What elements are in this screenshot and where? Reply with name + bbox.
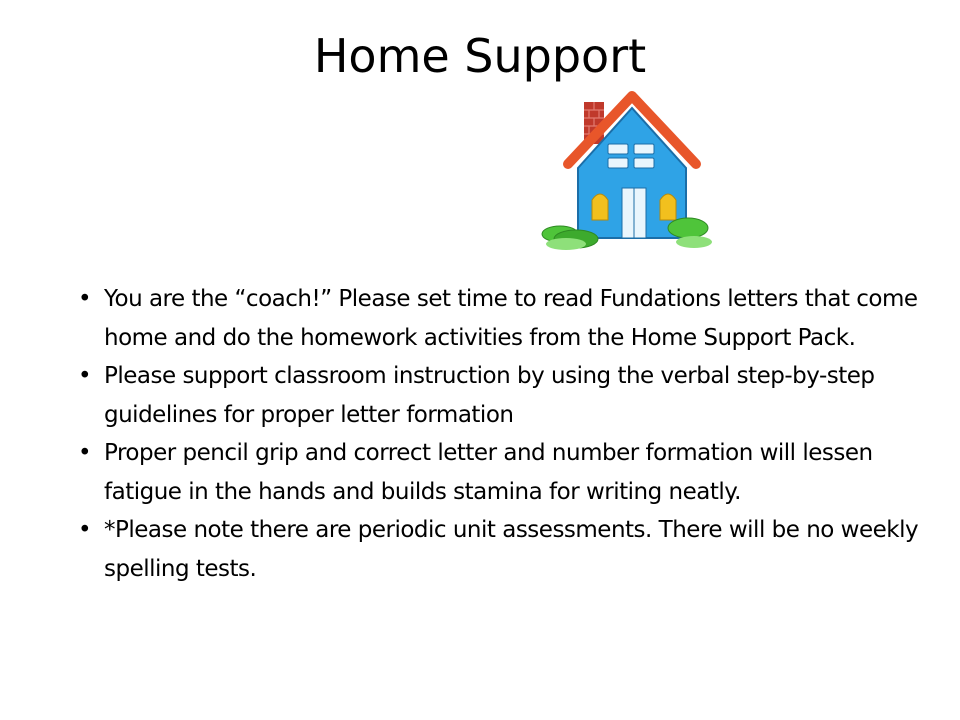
bullet-glyph: •	[78, 440, 92, 466]
bullet-item	[76, 280, 922, 357]
bullet-text: Proper pencil grip and correct letter and number formation will lessen fatigue in the hands and builds stamina for writing neatly.	[104, 440, 873, 505]
bullet-glyph: •	[78, 517, 92, 543]
bullet-list	[76, 280, 922, 588]
house-icon	[536, 88, 716, 256]
bullet-item	[76, 357, 922, 434]
bullet-item	[76, 511, 922, 588]
bullet-glyph: •	[78, 286, 92, 312]
bullet-text: You are the “coach!” Please set time to read Fundations letters that come home and do the homework activities from the Home Support Pack.	[104, 286, 918, 351]
bullet-text: Please support classroom instruction by using the verbal step-by-step guidelines for proper letter formation	[104, 363, 875, 428]
slide-title: Home Support	[313, 29, 647, 83]
bullet-item	[76, 434, 922, 511]
bullet-text: *Please note there are periodic unit assessments. There will be no weekly spelling tests.	[104, 517, 919, 582]
bullet-glyph: •	[78, 363, 92, 389]
